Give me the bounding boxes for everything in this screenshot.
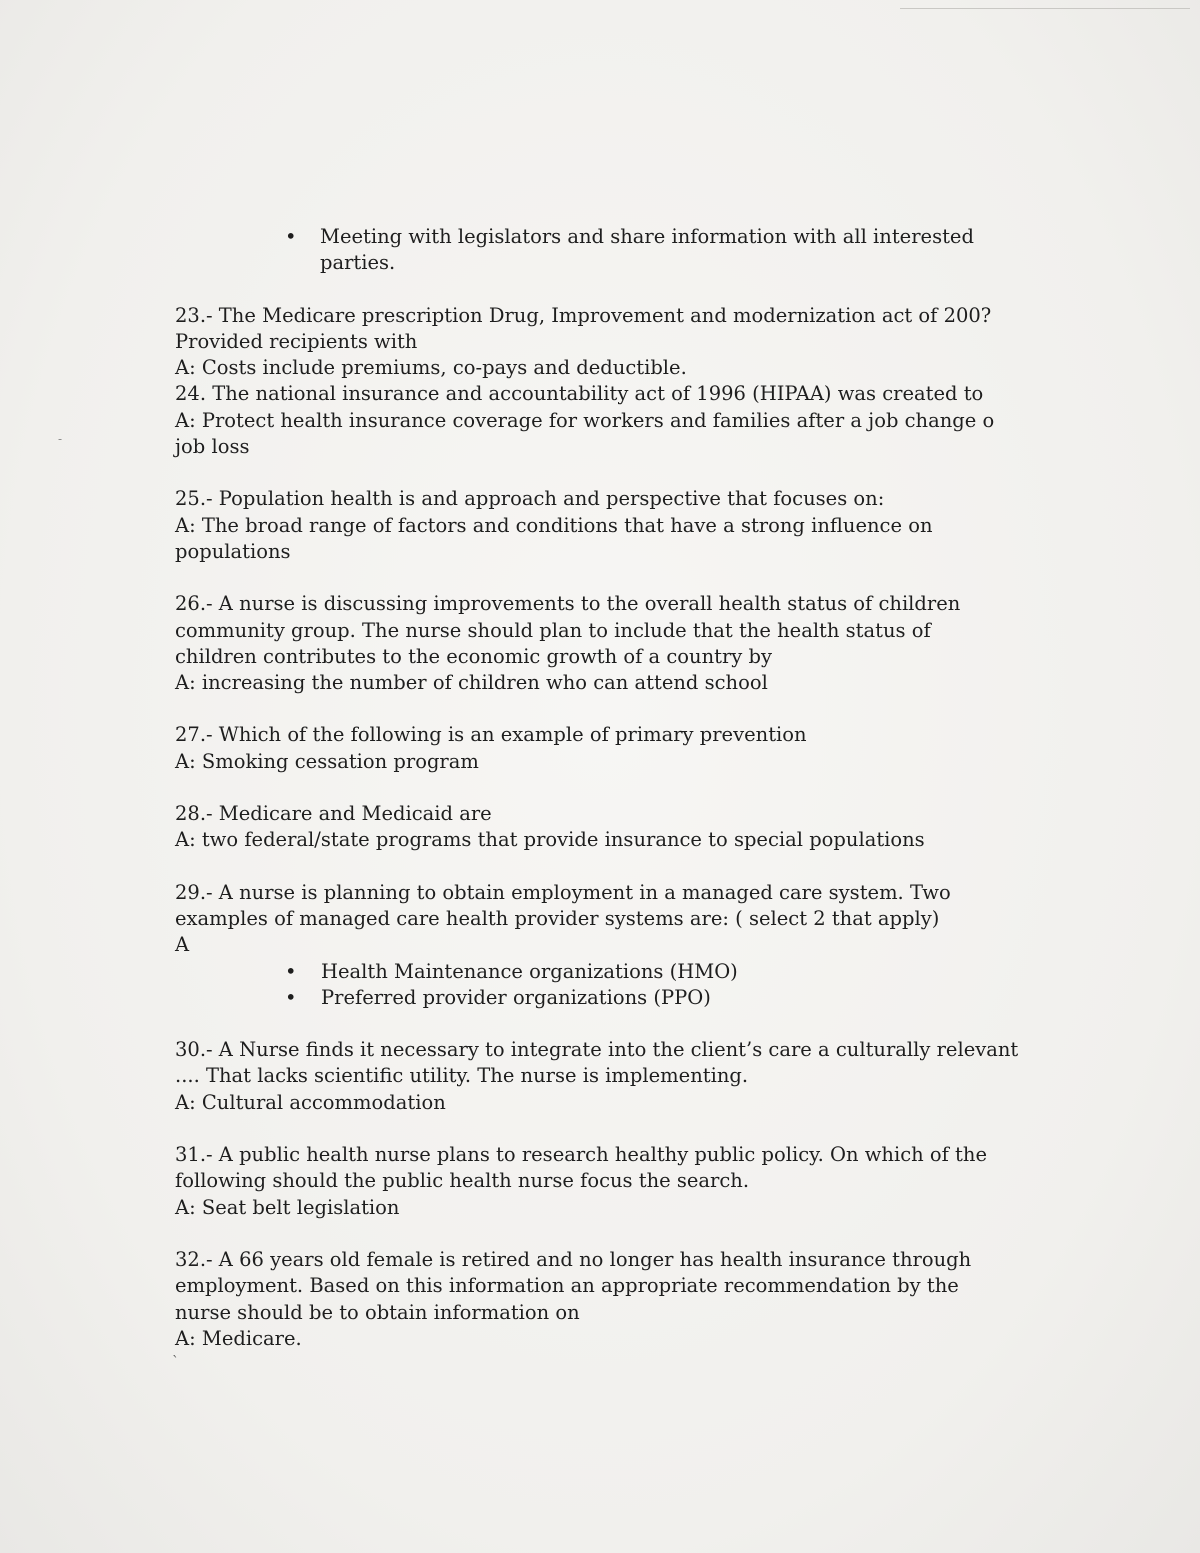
answer-bullet-list [175,959,1035,1012]
question-line: 31.- A public health nurse plans to research healthy public policy. On which of the [175,1143,987,1167]
answer-line: job loss [175,435,250,459]
question-block-25 [175,486,1035,565]
question-line: Provided recipients with [175,329,418,353]
answer-line: A: Smoking cessation program [175,749,479,773]
question-block-23-24 [175,303,1035,461]
question-block-27 [175,722,1035,775]
question-line: following should the public health nurse focus the search. [175,1169,750,1193]
answer-line: A: Protect health insurance coverage for workers and families after a job change o [175,408,995,432]
question-line: 24. The national insurance and accountability act of 1996 (HIPAA) was created to [175,382,984,406]
answer-line: A: Medicare. [175,1326,302,1350]
answer-line: populations [175,539,291,563]
answer-line: Preferred provider organizations (PPO) [321,985,711,1009]
scan-speck: - [58,432,63,446]
question-line: 27.- Which of the following is an example of primary prevention [175,723,807,747]
bullet-icon: • [285,985,297,1009]
question-line: 30.- A Nurse finds it necessary to integrate into the client’s care a culturally relevant [175,1038,1019,1062]
question-line: examples of managed care health provider systems are: ( select 2 that apply) [175,906,940,930]
bullet-line: Meeting with legislators and share information with all interested [320,225,974,248]
question-block-31 [175,1142,1035,1221]
answer-line: A: Seat belt legislation [175,1195,400,1219]
bullet-icon: • [285,959,297,983]
question-line: 23.- The Medicare prescription Drug, Improvement and modernization act of 200? [175,303,992,327]
question-block-32 [175,1247,1035,1352]
top-rule [900,8,1190,9]
question-block-26 [175,591,1035,696]
answer-line: A: increasing the number of children who can attend school [175,671,768,695]
bullet-line: parties. [320,251,396,275]
question-block-28 [175,801,1035,854]
bullet-icon: • [285,225,297,248]
answer-line: A: two federal/state programs that provide insurance to special populations [175,828,925,852]
question-line: employment. Based on this information an appropriate recommendation by the [175,1274,959,1298]
answer-line: A: Costs include premiums, co-pays and deductible. [175,356,687,380]
question-block-30 [175,1037,1035,1116]
question-line: .... That lacks scientific utility. The nurse is implementing. [175,1064,749,1088]
list-item [175,985,1035,1011]
question-line: 29.- A nurse is planning to obtain employment in a managed care system. Two [175,880,951,904]
answer-label: A [175,933,190,957]
question-line: nurse should be to obtain information on [175,1300,580,1324]
question-block-29 [175,880,1035,1011]
document-body [175,224,1035,1352]
top-bullet-item [175,224,1035,277]
question-line: 26.- A nurse is discussing improvements to the overall health status of children [175,592,961,616]
list-item [175,959,1035,985]
question-line: 25.- Population health is and approach and perspective that focuses on: [175,487,885,511]
question-line: 28.- Medicare and Medicaid are [175,802,492,826]
question-line: 32.- A 66 years old female is retired and no longer has health insurance through [175,1247,972,1271]
answer-line: A: The broad range of factors and conditions that have a strong influence on [175,513,933,537]
question-line: community group. The nurse should plan to include that the health status of [175,618,931,642]
stray-mark: ` [172,1354,179,1370]
answer-line: Health Maintenance organizations (HMO) [321,959,738,983]
question-line: children contributes to the economic growth of a country by [175,644,773,668]
answer-line: A: Cultural accommodation [175,1090,446,1114]
